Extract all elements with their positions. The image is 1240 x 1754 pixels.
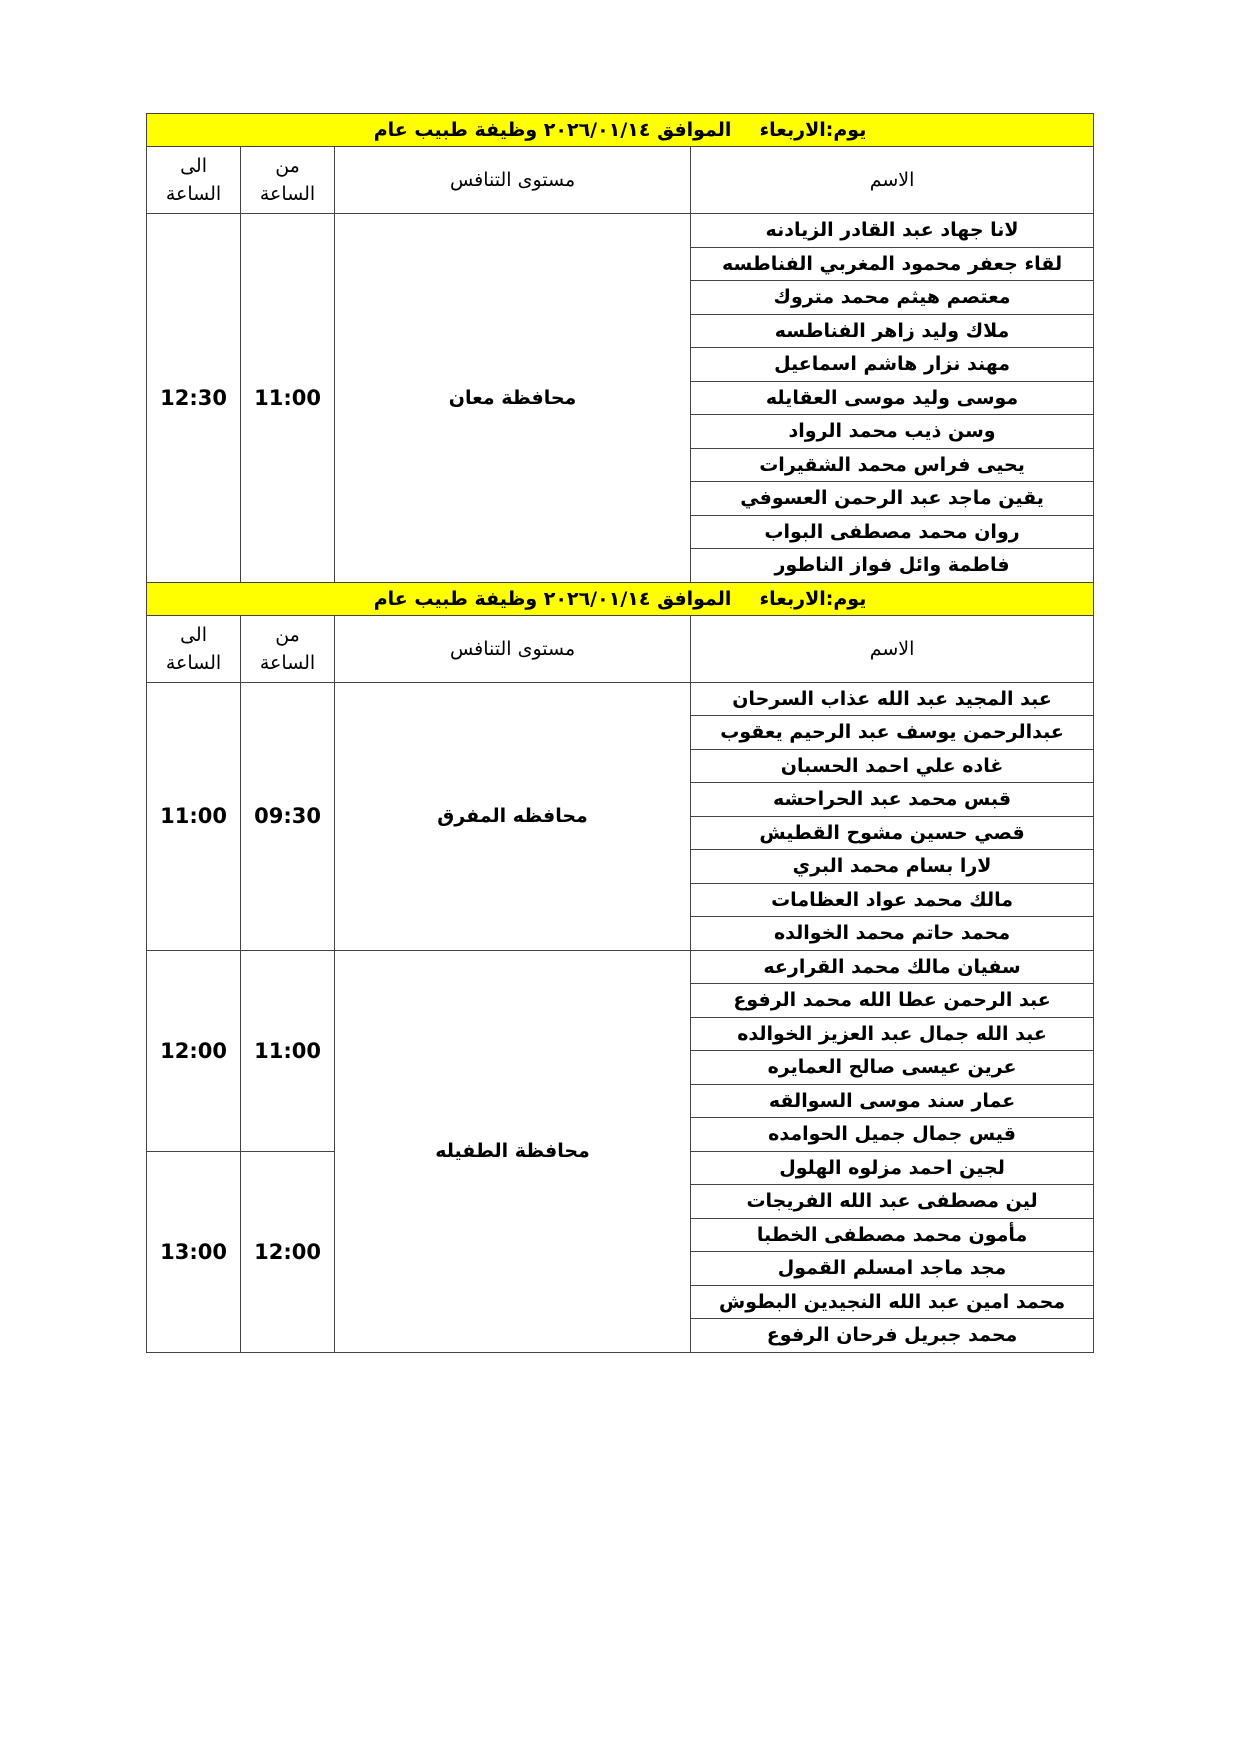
candidate-name: عمار سند موسى السوالقه bbox=[691, 1084, 1094, 1118]
candidate-name: روان محمد مصطفى البواب bbox=[691, 515, 1094, 549]
candidate-name: عبد المجيد عبد الله عذاب السرحان bbox=[691, 682, 1094, 716]
candidate-row bbox=[147, 682, 1094, 716]
candidate-name: لين مصطفى عبد الله الفريجات bbox=[691, 1185, 1094, 1219]
candidate-name: غاده علي احمد الحسبان bbox=[691, 749, 1094, 783]
header-from-line2: الساعة bbox=[259, 183, 316, 205]
title-day: يوم:الاربعاء bbox=[759, 587, 867, 610]
competition-level: محافظه المفرق bbox=[335, 682, 691, 950]
header-to bbox=[147, 615, 241, 682]
time-to: 12:30 bbox=[147, 214, 241, 583]
candidate-name: محمد امين عبد الله النجيدين البطوش bbox=[691, 1285, 1094, 1319]
competition-level: محافظة الطفيله bbox=[335, 950, 691, 1352]
candidate-row bbox=[147, 214, 1094, 248]
candidate-name: لانا جهاد عبد القادر الزيادنه bbox=[691, 214, 1094, 248]
candidate-name: مهند نزار هاشم اسماعيل bbox=[691, 348, 1094, 382]
column-header-row bbox=[147, 147, 1094, 214]
candidate-name: سفيان مالك محمد القرارعه bbox=[691, 950, 1094, 984]
candidate-name: ملاك وليد زاهر الفناطسه bbox=[691, 314, 1094, 348]
column-header-row bbox=[147, 615, 1094, 682]
title-date-job: الموافق ٢٠٢٦/٠١/١٤ وظيفة طبيب عام bbox=[373, 587, 732, 610]
title-date-job: الموافق ٢٠٢٦/٠١/١٤ وظيفة طبيب عام bbox=[373, 119, 732, 141]
candidate-name: موسى وليد موسى العقايله bbox=[691, 381, 1094, 415]
title-day: يوم:الاربعاء bbox=[759, 119, 867, 141]
time-from: 12:00 bbox=[241, 1151, 335, 1352]
header-name: الاسم bbox=[691, 147, 1094, 214]
candidate-name: مالك محمد عواد العظامات bbox=[691, 883, 1094, 917]
candidate-name: يحيى فراس محمد الشقيرات bbox=[691, 448, 1094, 482]
candidate-name: يقين ماجد عبد الرحمن العسوفي bbox=[691, 482, 1094, 516]
header-from-line1: من bbox=[275, 155, 300, 177]
time-from: 11:00 bbox=[241, 214, 335, 583]
header-to-line1: الى bbox=[180, 623, 207, 646]
candidate-name: فاطمة وائل فواز الناطور bbox=[691, 549, 1094, 583]
candidate-name: وسن ذيب محمد الرواد bbox=[691, 415, 1094, 449]
header-level: مستوى التنافس bbox=[335, 147, 691, 214]
schedule-body bbox=[147, 114, 1094, 1353]
header-to bbox=[147, 147, 241, 214]
candidate-name: قبس محمد عبد الحراحشه bbox=[691, 783, 1094, 817]
header-from-line1: من bbox=[275, 623, 300, 646]
header-name: الاسم bbox=[691, 615, 1094, 682]
time-from: 09:30 bbox=[241, 682, 335, 950]
time-to: 13:00 bbox=[147, 1151, 241, 1352]
candidate-name: قصي حسين مشوح القطيش bbox=[691, 816, 1094, 850]
section-title bbox=[147, 114, 1094, 147]
candidate-name: لجين احمد مزلوه الهلول bbox=[691, 1151, 1094, 1185]
header-level: مستوى التنافس bbox=[335, 615, 691, 682]
candidate-name: قيس جمال جميل الحوامده bbox=[691, 1118, 1094, 1152]
header-from bbox=[241, 147, 335, 214]
header-to-line1: الى bbox=[180, 155, 207, 177]
candidate-name: مأمون محمد مصطفى الخطبا bbox=[691, 1218, 1094, 1252]
candidate-name: معتصم هيثم محمد متروك bbox=[691, 281, 1094, 315]
candidate-row bbox=[147, 950, 1094, 984]
header-from-line2: الساعة bbox=[259, 651, 316, 674]
schedule-table bbox=[146, 113, 1094, 1353]
header-to-line2: الساعة bbox=[165, 183, 222, 205]
candidate-name: مجد ماجد امسلم القمول bbox=[691, 1252, 1094, 1286]
section-title bbox=[147, 582, 1094, 615]
candidate-name: لارا بسام محمد البري bbox=[691, 850, 1094, 884]
section-title-row bbox=[147, 114, 1094, 147]
schedule-document bbox=[146, 113, 1093, 1353]
time-to: 11:00 bbox=[147, 682, 241, 950]
time-to: 12:00 bbox=[147, 950, 241, 1151]
header-from bbox=[241, 615, 335, 682]
candidate-name: لقاء جعفر محمود المغربي الفناطسه bbox=[691, 247, 1094, 281]
header-to-line2: الساعة bbox=[165, 651, 222, 674]
competition-level: محافظة معان bbox=[335, 214, 691, 583]
candidate-name: عرين عيسى صالح العمايره bbox=[691, 1051, 1094, 1085]
candidate-name: محمد حاتم محمد الخوالده bbox=[691, 917, 1094, 951]
section-title-row bbox=[147, 582, 1094, 615]
candidate-name: عبد الله جمال عبد العزيز الخوالده bbox=[691, 1017, 1094, 1051]
candidate-name: محمد جبريل فرحان الرفوع bbox=[691, 1319, 1094, 1353]
candidate-name: عبدالرحمن يوسف عبد الرحيم يعقوب bbox=[691, 716, 1094, 750]
time-from: 11:00 bbox=[241, 950, 335, 1151]
candidate-name: عبد الرحمن عطا الله محمد الرفوع bbox=[691, 984, 1094, 1018]
